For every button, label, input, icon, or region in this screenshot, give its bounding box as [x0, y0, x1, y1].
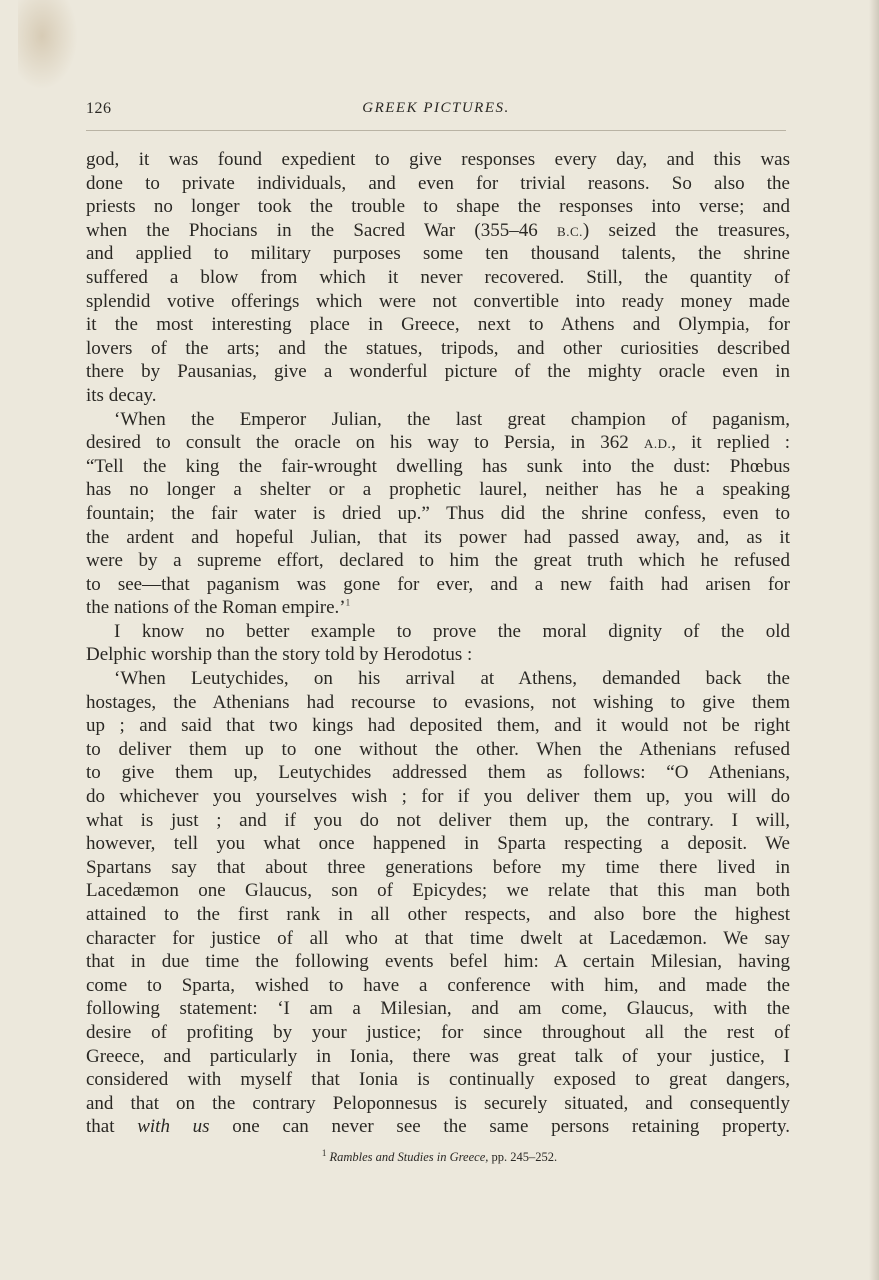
text-line: up ; and said that two kings had deposited them, and it would not be right: [86, 715, 790, 737]
text-line: ‘When Leutychides, on his arrival at Athens, demanded back the: [114, 668, 790, 690]
text-line: desired to consult the oracle on his way to Persia, in 362 A.D., it replied :: [86, 432, 791, 454]
text-line: Spartans say that about three generations before my time there lived in: [86, 856, 790, 878]
text-line: desire of profiting by your justice; for since throughout all the rest of: [86, 1021, 790, 1043]
page-number: 126: [86, 100, 112, 117]
text-line: to see—that paganism was gone for ever, and a new faith had arisen for: [86, 573, 790, 595]
era-abbreviation: B.C.: [557, 223, 583, 239]
text-line: character for justice of all who at that time dwelt at Lacedæmon. We say: [86, 927, 790, 949]
footnote-marker: 1: [345, 597, 351, 608]
text-line: to deliver them up to one without the other. When the Athenians refused: [86, 738, 790, 760]
text-line: it the most interesting place in Greece, next to Athens and Olympia, for: [86, 314, 790, 336]
text-line: its decay.: [86, 384, 157, 406]
running-title: GREEK PICTURES.: [362, 100, 510, 116]
text-line: that in due time the following events befel him: A certain Milesian, having: [86, 951, 790, 973]
header-rule: [86, 130, 786, 131]
text-line: lovers of the arts; and the statues, tripods, and other curiosities described: [86, 337, 790, 359]
text-line: fountain; the fair water is dried up.” Thus did the shrine confess, even to: [86, 502, 790, 524]
paper-stain: [18, 0, 78, 90]
text-line: hostages, the Athenians had recourse to evasions, not wishing to give them: [86, 691, 790, 713]
text-line: suffered a blow from which it never recovered. Still, the quantity of: [86, 266, 790, 288]
footnote: [0, 1147, 879, 1165]
footnote-pages: pp. 245–252.: [488, 1150, 558, 1164]
body-text: [86, 148, 790, 1139]
footnote-title: Rambles and Studies in Greece,: [329, 1150, 489, 1164]
text-line: considered with myself that Ionia is continually exposed to great dangers,: [86, 1069, 790, 1091]
text-line: that with us one can never see the same persons retaining property.: [86, 1116, 790, 1138]
text-line: I know no better example to prove the moral dignity of the old: [114, 620, 790, 642]
text-line: were by a supreme effort, declared to him the great truth which he refused: [86, 550, 790, 572]
text-line: splendid votive offerings which were not convertible into ready money made: [86, 290, 790, 312]
text-line: come to Sparta, wished to have a conference with him, and made the: [86, 974, 790, 996]
text-line: what is just ; and if you do not deliver them up, the contrary. I will,: [86, 809, 790, 831]
text-line: “Tell the king the fair-wrought dwelling has sunk into the dust: Phœbus: [86, 455, 790, 477]
page-header: [86, 96, 786, 120]
text-line: there by Pausanias, give a wonderful picture of the mighty oracle even in: [86, 361, 790, 383]
page-edge-shadow: [869, 0, 879, 1280]
text-line: Greece, and particularly in Ionia, there was great talk of your justice, I: [86, 1045, 790, 1067]
text-line: do whichever you yourselves wish ; for if you deliver them up, you will do: [86, 786, 790, 808]
text-line: when the Phocians in the Sacred War (355–46 B.C.) seized the treasures,: [86, 219, 790, 241]
text-line: priests no longer took the trouble to shape the responses into verse; and: [86, 196, 790, 218]
footnote-number: 1: [321, 1147, 327, 1158]
text-line: and that on the contrary Peloponnesus is securely situated, and consequently: [86, 1092, 790, 1114]
emphasis: with us: [137, 1116, 210, 1138]
text-line: and applied to military purposes some ten thousand talents, the shrine: [86, 243, 790, 265]
text-line: however, tell you what once happened in Sparta respecting a deposit. We: [86, 833, 790, 855]
text-line: Lacedæmon one Glaucus, son of Epicydes; we relate that this man both: [86, 880, 790, 902]
text-line: the nations of the Roman empire.’$^1$: [86, 597, 351, 619]
era-abbreviation: A.D.: [643, 436, 672, 452]
text-line: done to private individuals, and even for trivial reasons. So also the: [86, 172, 790, 194]
text-line: following statement: ‘I am a Milesian, and am come, Glaucus, with the: [86, 998, 790, 1020]
text-line: attained to the first rank in all other respects, and also bore the highest: [86, 904, 790, 925]
text-line: god, it was found expedient to give responses every day, and this was: [86, 149, 790, 170]
text-line: ‘When the Emperor Julian, the last great champion of paganism,: [114, 408, 790, 430]
text-line: to give them up, Leutychides addressed them as follows: “O Athenians,: [86, 762, 790, 784]
text-line: has no longer a shelter or a prophetic laurel, neither has he a speaking: [86, 479, 790, 501]
text-line: the ardent and hopeful Julian, that its power had passed away, and, as it: [86, 526, 790, 548]
text-line: Delphic worship than the story told by Herodotus :: [86, 644, 473, 666]
